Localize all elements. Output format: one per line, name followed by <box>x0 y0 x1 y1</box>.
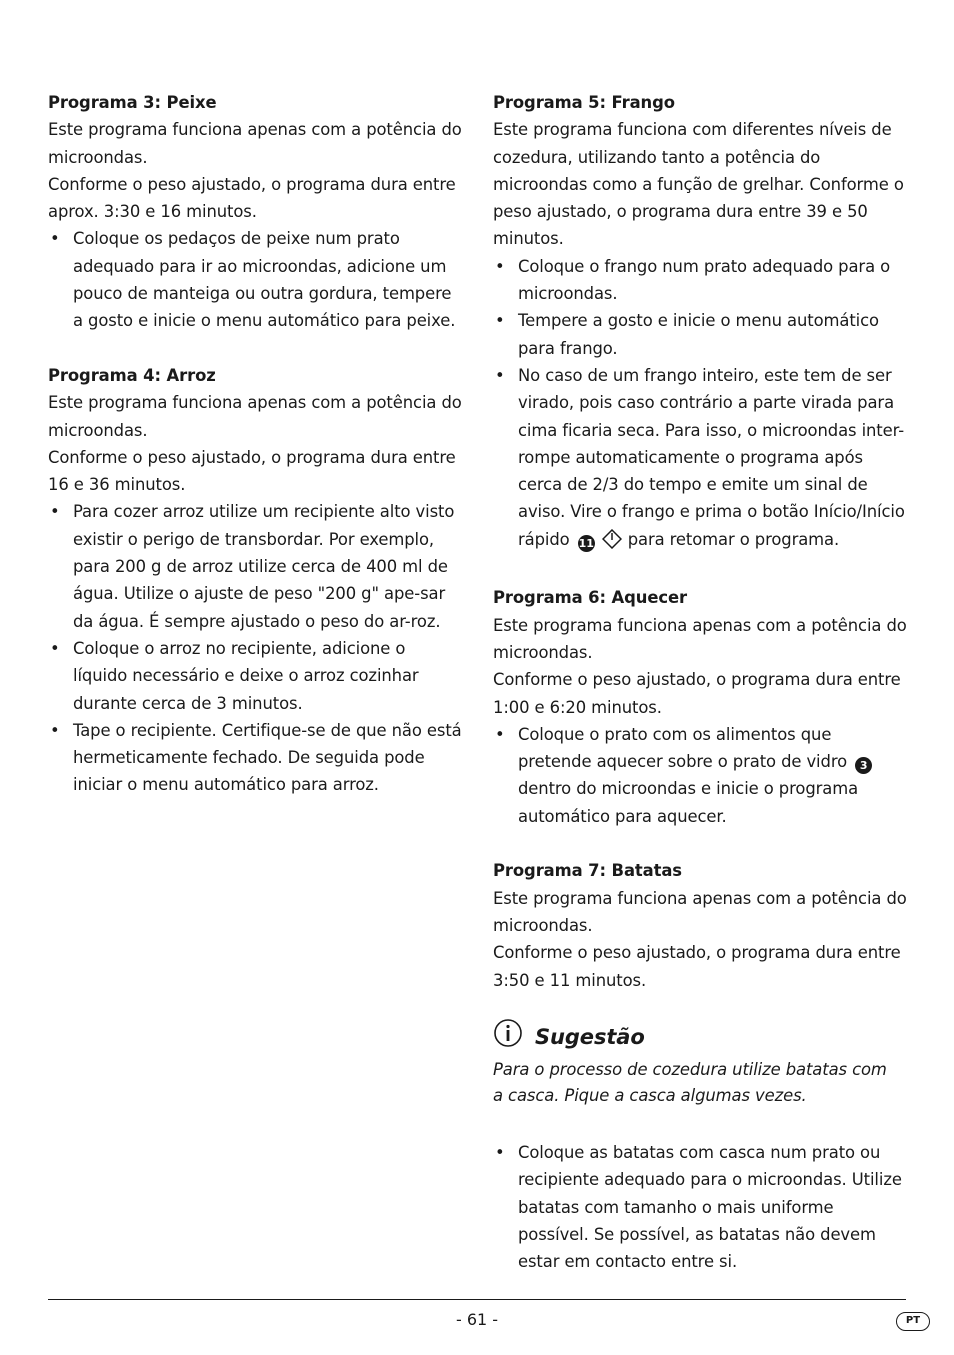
section-arroz <box>48 362 462 799</box>
language-badge: PT <box>896 1312 930 1331</box>
info-icon <box>493 1018 523 1056</box>
tip-header <box>493 1018 907 1056</box>
paragraph: Conforme o peso ajustado, o programa dura entre 3:50 e 11 minutos. <box>493 943 901 990</box>
section-aquecer <box>493 584 907 830</box>
paragraph: Este programa funciona apenas com a potência do microondas. <box>48 120 462 167</box>
list-item: • Coloque as batatas com casca num prato ou recipiente adequado para o microondas. Utilize batatas com tamanho o mais uniforme possível. Se possível, as batatas não devem estar em contacto entre si. <box>493 1139 907 1275</box>
section-peixe <box>48 89 462 335</box>
bullet-list <box>493 721 907 830</box>
start-button-number-badge: 11 <box>578 536 594 550</box>
bullet-list <box>493 1139 907 1275</box>
list-item <box>493 362 907 557</box>
paragraph: Este programa funciona com diferentes níveis de cozedura, utilizando tanto a potência do microondas como a função de grelhar. Conforme o peso ajustado, o programa dura entre 39 e 50 minutos. <box>493 120 904 249</box>
section-heading: Programa 7: Batatas <box>493 861 682 881</box>
tip-title: Sugestão <box>535 1024 645 1049</box>
paragraph: Este programa funciona apenas com a potência do microondas. <box>48 393 462 440</box>
list-item: • Tempere a gosto e inicie o menu automático para frango. <box>493 307 907 362</box>
list-item <box>493 721 907 830</box>
list-item: • Tape o recipiente. Certifique-se de que não está hermeticamente fechado. De seguida pode iniciar o menu automático para arroz. <box>48 717 462 799</box>
list-item-text: dentro do microondas e inicie o programa automático para aquecer. <box>518 779 859 826</box>
paragraph: Conforme o peso ajustado, o programa dura entre aprox. 3:30 e 16 minutos. <box>48 174 456 222</box>
start-diamond-icon <box>602 529 622 557</box>
list-item-text: para retomar o programa. <box>627 529 840 549</box>
section-batatas <box>493 857 907 1275</box>
list-item: • Coloque os pedaços de peixe num prato adequado para ir ao microondas, adicione um pouco de manteiga ou outra gordura, tempere a gosto e inicie o menu automático para peixe. <box>48 225 462 334</box>
paragraph: Conforme o peso ajustado, o programa dura entre 16 e 36 minutos. <box>48 447 456 495</box>
paragraph: Este programa funciona apenas com a potência do microondas. <box>493 888 907 935</box>
list-item: • Coloque o frango num prato adequado para o microondas. <box>493 253 907 308</box>
bullet-list <box>48 498 462 798</box>
list-item-text: No caso de um frango inteiro, este tem de ser virado, pois caso contrário a parte virada para cima ficaria seca. Para isso, o microondas inter-rompe automaticamente o programa após cerca de 2/3 do tempo e emite um sinal de aviso. Vire o frango e prima o botão Início/Início rápido <box>518 365 905 549</box>
bullet-list <box>48 225 462 334</box>
page-number: - 61 - <box>455 1310 499 1329</box>
section-heading: Programa 5: Frango <box>493 93 675 112</box>
paragraph: Este programa funciona apenas com a potência do microondas. <box>493 615 907 662</box>
bullet-list <box>493 253 907 557</box>
paragraph: Conforme o peso ajustado, o programa dura entre 1:00 e 6:20 minutos. <box>493 670 901 717</box>
right-column <box>493 89 907 1276</box>
list-item-text: Coloque o prato com os alimentos que pretende aquecer sobre o prato de vidro <box>518 724 848 772</box>
glass-plate-number-badge: 3 <box>855 757 872 774</box>
section-heading: Programa 4: Arroz <box>48 365 216 385</box>
list-item: • Coloque o arroz no recipiente, adicione o líquido necessário e deixe o arroz cozinhar durante cerca de 3 minutos. <box>48 635 462 717</box>
section-heading: Programa 6: Aquecer <box>493 588 687 608</box>
section-heading: Programa 3: Peixe <box>48 93 217 112</box>
list-item: • Para cozer arroz utilize um recipiente alto visto existir o perigo de transbordar. Por exemplo, para 200 g de arroz utilize cerca de 400 ml de água. Utilize o ajuste de peso "200 g" ape-sar da água. É sempre ajustado o peso do ar-roz. <box>48 498 462 634</box>
footer-divider <box>48 1299 906 1300</box>
section-frango <box>493 89 907 557</box>
tip-text: Para o processo de cozedura utilize batatas com a casca. Pique a casca algumas vezes. <box>493 1060 887 1105</box>
left-column <box>48 89 462 826</box>
